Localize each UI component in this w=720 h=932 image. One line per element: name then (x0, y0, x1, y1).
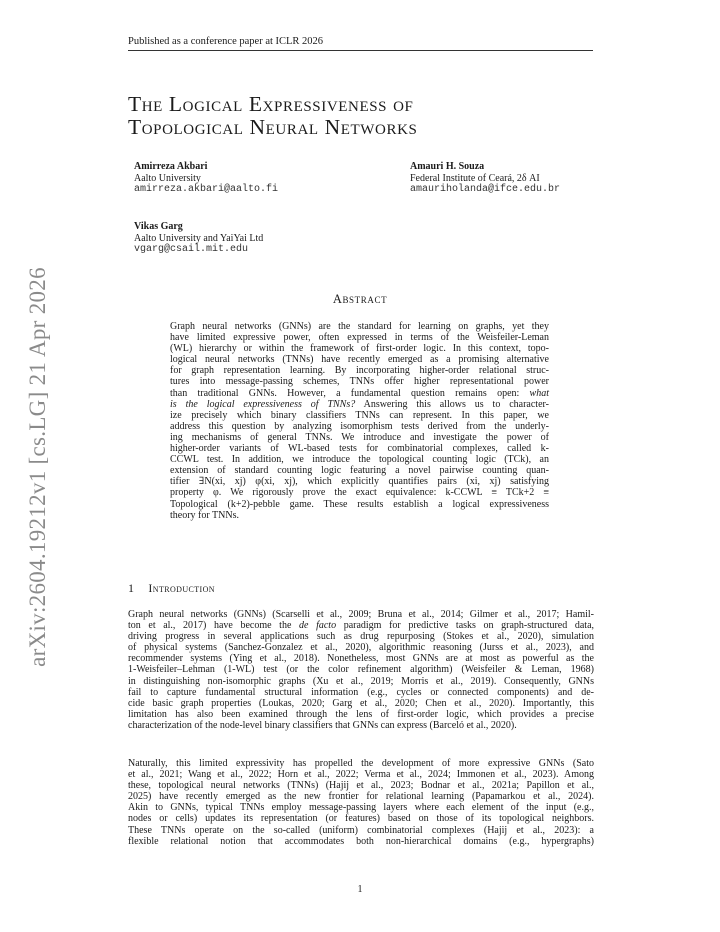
abstract-line: tures into message-passing schemes, TNNs offer higher representational power (170, 376, 549, 388)
paragraph-line: 2025) have recently emerged as the new frontier for relational learning (Papamarkou et al., 2024). (128, 791, 594, 803)
abstract-italic: what (529, 387, 549, 399)
abstract-line: ing mechanisms of general TNNs. We introduce and investigate the power of (170, 431, 549, 443)
section-number: 1 (128, 581, 135, 595)
abstract-line: Graph neural networks (GNNs) are the standard for learning on graphs, yet they (170, 321, 549, 332)
abstract-line (170, 388, 549, 399)
paragraph-line: Graph neural networks (GNNs) (Scarselli et al., 2009; Bruna et al., 2014; Gilmer et al., 2017; Hamil- (128, 609, 594, 620)
author-email[interactable]: vgarg@csail.mit.edu (134, 244, 249, 255)
abstract-line: tifier ∃N(xi, xj) φ(xi, xj), which explicitly quantifies pairs (xi, xj) satisfying (170, 476, 549, 488)
paragraph-italic: de facto (299, 620, 337, 632)
abstract-heading: Abstract (332, 292, 388, 306)
paragraph-line: 1-Weisfeiler–Lehman (1-WL) test (or the color refinement algorithm) (Weisfeiler & Leman, 1968) (128, 664, 594, 676)
paragraph-line: driving progress in several applications such as drug repurposing (Stokes et al., 2020), simulation (128, 631, 594, 643)
author-name: Amauri H. Souza (410, 161, 485, 172)
abstract-line: theory for TNNs. (170, 509, 239, 521)
paragraph-line: recommender systems (Ying et al., 2018). Nonetheless, most GNNs are at most as powerful as the (128, 653, 594, 665)
author-2 (410, 161, 560, 196)
author-affiliation: Aalto University and YaiYai Ltd (134, 232, 264, 244)
abstract-line: for graph representation learning. By incorporating higher-order relational struc- (170, 365, 549, 377)
abstract-line: higher-order variants of WL-based tests for combinatorial complexes, called k- (170, 443, 549, 455)
abstract-line: extension of standard counting logic featuring a novel pairwise counting quan- (170, 465, 549, 477)
paragraph-line: characterization of the node-level binary classifiers that GNNs can express (Barceló et al., 2020). (128, 719, 517, 731)
author-1 (134, 161, 278, 196)
paragraph-line: Naturally, this limited expressivity has propelled the development of more expressive GNNs (Sato (128, 758, 594, 769)
title-line-1: The Logical Expressiveness of (128, 92, 414, 116)
author-email[interactable]: amirreza.akbari@aalto.fi (134, 184, 279, 195)
paragraph-line: fail to capture fundamental structural information (e.g., cycles or connected components) and de- (128, 686, 594, 698)
paragraph-line (128, 620, 594, 631)
running-header: Published as a conference paper at ICLR 2026 (128, 36, 593, 51)
paragraph-line: flexible relational notion that accommodates both non-hierarchical domains (e.g., hypergraphs) (128, 835, 594, 847)
arxiv-stamp-text: arXiv:2604.19212v1 [cs.LG] 21 Apr 2026 (25, 267, 50, 667)
paragraph-line-text: ton et al., 2017) have become the (128, 620, 292, 632)
abstract-line: address this question by analyzing isomorphism tests derived from the underly- (170, 420, 549, 432)
abstract-line: CCWL test. In addition, we introduce the topological counting logic (TCk), an (170, 454, 549, 466)
paragraph-line: of physical systems (Sanchez-Gonzalez et al., 2020), algorithmic reasoning (Jurss et al., 2023), and (128, 642, 594, 654)
section-title: Introduction (148, 581, 215, 595)
abstract-line: (WL) hierarchy or within the framework of first-order logic. In this context, topo- (170, 343, 549, 355)
paragraph-line: limitation has also been examined through the lens of first-order logic, which provides a precise (128, 708, 594, 720)
author-3 (134, 221, 263, 256)
page-number: 1 (357, 884, 363, 895)
abstract-line: logical neural networks (TNNs) have recently emerged as a promising alternative (170, 354, 549, 366)
abstract-line: property φ. We rigorously prove the exact equivalence: k-CCWL ≡ TCk+2 ≡ (170, 487, 549, 499)
paper-title (128, 93, 598, 139)
paragraph-line: Akin to GNNs, typical TNNs employ message-passing layers where each element of the input (e.g., (128, 802, 594, 814)
paragraph-line: These TNNs operate on the so-called (uniform) combinatorial complexes (Hajij et al., 2023): a (128, 824, 594, 836)
abstract-line-text: than traditional GNNs. However, a fundamental question remains open: (170, 387, 520, 399)
abstract-line (170, 399, 549, 410)
title-line-2: Topological Neural Networks (128, 115, 418, 139)
section-heading (128, 581, 215, 596)
intro-paragraph-1 (128, 609, 594, 731)
abstract-line-text: Answering this allows us to character- (355, 398, 549, 410)
abstract-line: ize precisely which binary classifiers TNNs can represent. In this paper, we (170, 409, 549, 421)
paragraph-line-text: paradigm for predictive tasks on graph-structured data, (336, 620, 595, 632)
author-affiliation: Federal Institute of Ceará, 2δ AI (410, 172, 540, 184)
author-name: Amirreza Akbari (134, 161, 208, 172)
abstract-line: Topological (k+2)-pebble game. These results establish a logical expressiveness (170, 498, 549, 510)
author-name: Vikas Garg (134, 221, 183, 232)
abstract-body (170, 321, 549, 521)
paragraph-line: these, topological neural networks (TNNs) (Hajij et al., 2023; Bodnar et al., 2021a; Papillon et al., (128, 780, 594, 792)
paragraph-line: nodes or cells) updates its representation (or features) based on those of its topological neighbors. (128, 813, 594, 825)
author-email[interactable]: amauriholanda@ifce.edu.br (410, 184, 561, 195)
paragraph-line: in distinguishing non-isomorphic graphs (Xu et al., 2019; Morris et al., 2019). Consequently, GNNs (128, 675, 594, 687)
paragraph-line: et al., 2021; Wang et al., 2022; Horn et al., 2022; Verma et al., 2024; Immonen et al., 2023). Among (128, 769, 594, 781)
abstract-line: have limited expressive power, often expressed in terms of the Weisfeiler-Leman (170, 332, 549, 344)
arxiv-stamp[interactable] (20, 262, 56, 672)
intro-paragraph-2 (128, 758, 594, 847)
author-affiliation: Aalto University (134, 172, 201, 184)
paragraph-line: cide basic graph properties (Loukas, 2020; Garg et al., 2020; Chen et al., 2020). Importantly, this (128, 697, 594, 709)
abstract-question: is the logical expressiveness of TNNs? (170, 398, 356, 410)
